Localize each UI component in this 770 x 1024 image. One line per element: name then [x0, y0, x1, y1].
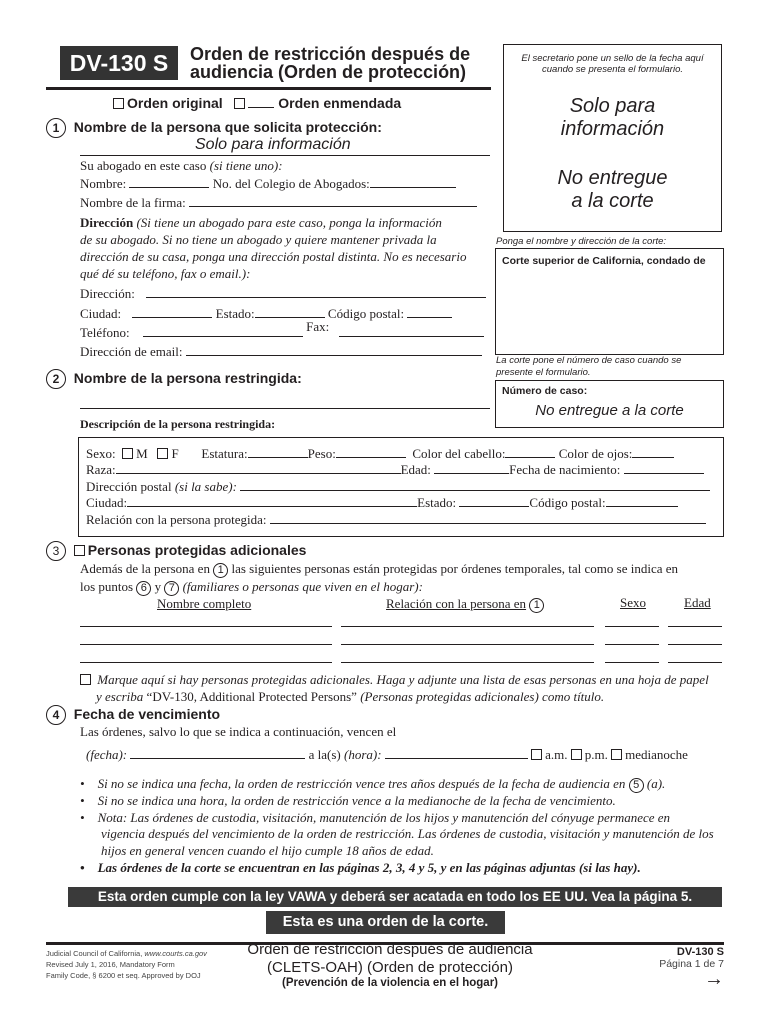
person-1-age[interactable]	[668, 626, 722, 627]
s4-b3-1: Nota: Las órdenes de custodia, visitación, manutención de los hijos y manutención del cónyuge permanece en	[97, 809, 671, 825]
s4-time: (hora):	[344, 747, 382, 762]
s2-relation: Relación con la persona protegida:	[86, 512, 267, 527]
s2-postal-hint: (si la sabe):	[174, 479, 237, 494]
city2-row	[86, 495, 678, 511]
s3-more-2a: y escriba	[96, 689, 144, 704]
weight-field[interactable]	[336, 446, 406, 458]
am-checkbox[interactable]	[531, 749, 542, 760]
postal-field[interactable]	[240, 479, 710, 491]
restrained-zip-field[interactable]	[606, 495, 678, 507]
form-id-badge: DV-130 S	[60, 46, 178, 80]
race-row	[86, 462, 704, 478]
court-order-banner: Esta es una orden de la corte.	[266, 911, 505, 934]
col-age-header: Edad	[684, 595, 711, 610]
s2-weight: Peso:	[307, 446, 336, 461]
pm-checkbox[interactable]	[571, 749, 582, 760]
s1-name: Nombre:	[80, 176, 127, 191]
s1-addr-note-2: de su abogado. Si no tiene un abogado y quiere mantener privada la	[80, 232, 437, 247]
footer-l3: Family Code, § 6200 et seq. Approved by DOJ	[46, 971, 201, 980]
s4-pm: p.m.	[584, 747, 608, 762]
s2-title: Nombre de la persona restringida:	[73, 370, 302, 386]
header-rule	[46, 87, 491, 90]
form-title-line2: audiencia (Orden de protección)	[190, 62, 467, 82]
sex-row	[86, 446, 674, 462]
clerk-stamp-box	[503, 44, 722, 232]
person-3-age[interactable]	[668, 662, 722, 663]
description-label: Descripción de la persona restringida:	[80, 417, 276, 431]
fax-field[interactable]	[339, 325, 484, 337]
phone-field[interactable]	[143, 325, 303, 337]
footer-t1: Orden de restricción después de audiencia	[247, 941, 533, 958]
s3-ref7: 7	[164, 581, 179, 596]
case-note-1: La corte pone el número de caso cuando se	[496, 355, 682, 366]
vawa-banner: Esta orden cumple con la ley VAWA y deberá ser acatada en todo los EE UU. Vea la página 5.	[68, 887, 722, 907]
case-note	[496, 355, 681, 379]
amended-number-field[interactable]	[248, 96, 274, 108]
race-field[interactable]	[116, 462, 401, 474]
email-row	[80, 344, 482, 360]
footer-left	[46, 948, 207, 981]
court-label: Ponga el nombre y dirección de la corte:	[496, 236, 667, 247]
s3-more-1: Marque aquí si hay personas protegidas adicionales. Haga y adjunte una lista de esas personas en una hoja de papel	[97, 672, 709, 687]
bar-number-field[interactable]	[370, 176, 456, 188]
s4-ref5: 5	[629, 778, 644, 793]
footer-t2: (CLETS-OAH) (Orden de protección)	[267, 959, 513, 976]
postal-row	[86, 479, 710, 495]
form-title-line1: Orden de restricción después de	[190, 44, 471, 64]
petitioner-name-line	[80, 155, 490, 156]
restrained-city-field[interactable]	[127, 495, 417, 507]
s3-col-rel: Relación con la persona en	[386, 596, 527, 611]
s3-ref6: 6	[136, 581, 151, 596]
court-name-field[interactable]	[495, 248, 724, 355]
col-relation-header	[386, 596, 544, 613]
hair-field[interactable]	[505, 446, 555, 458]
case-number-label: Número de caso:	[502, 385, 588, 397]
s4-am: a.m.	[545, 747, 568, 762]
person-2-sex[interactable]	[605, 644, 659, 645]
s1-zip: Código postal:	[327, 306, 405, 321]
s1-firm: Nombre de la firma:	[80, 195, 186, 210]
s4-b1a: Si no se indica una fecha, la orden de restricción vence tres años después de la fecha de audiencia en	[97, 776, 626, 791]
section-1-number: 1	[46, 118, 66, 138]
dob-field[interactable]	[624, 462, 704, 474]
col-name-header: Nombre completo	[157, 596, 252, 611]
expiry-text: Las órdenes, salvo lo que se indica a continuación, vencen el	[80, 724, 397, 739]
s4-b2: Si no se indica una hora, la orden de restricción vence a la medianoche de la fecha de vencimiento.	[97, 793, 616, 808]
s1-email: Dirección de email:	[80, 344, 183, 359]
section-4-number: 4	[46, 705, 66, 725]
clerk-note-2: cuando se presenta el formulario.	[542, 64, 683, 75]
s3-more-2c: (Personas protegidas adicionales) como título.	[360, 689, 605, 704]
expiry-time-field[interactable]	[385, 747, 528, 759]
s3-text-1b: las siguientes personas están protegidas por órdenes temporales, tal como se indica en	[231, 561, 679, 576]
s4-date: (fecha):	[86, 747, 128, 762]
expiry-bullets: • Si no se indica una fecha, la orden de restricción vence tres años después de la fecha de audiencia en 5 (a). • Si no se indica una hora, la orden de restricción vence a la medianoche de la fecha de vencimiento. • Nota: Las órdenes de custodia, visitación, manutención de los hijos y manutención del cónyuge permanece en vigencia después del vencimiento de la orden de restricción. Las órdenes de custodia, visitación y manutención de los hijos en general vencen cuando el hijo cumple 18 años de edad. • Las órdenes de la corte se encuentran en las páginas 2, 3, 4 y 5, y en las páginas adjuntas (si las hay).	[80, 776, 714, 875]
additional-persons-checkbox[interactable]	[74, 545, 85, 556]
s3-text-1a: Además de la persona en	[80, 561, 210, 576]
footer-right	[659, 946, 724, 988]
footer-l2: Revised July 1, 2016, Mandatory Form	[46, 960, 175, 969]
s3-text-2a: los puntos	[80, 579, 134, 594]
firm-name-field[interactable]	[189, 195, 477, 207]
male-checkbox[interactable]	[122, 448, 133, 459]
relation-field[interactable]	[270, 512, 706, 524]
s2-sex: Sexo:	[86, 446, 116, 461]
lawyer-label	[80, 158, 283, 174]
amended-checkbox[interactable]	[234, 98, 245, 109]
s1-addr-note-1: (Si tiene un abogado para este caso, ponga la información	[136, 215, 442, 230]
s1-bar: No. del Colegio de Abogados:	[212, 176, 370, 191]
stamp-text-4: a la corte	[571, 190, 654, 212]
s1-phone: Teléfono:	[80, 325, 130, 340]
s2-f: F	[171, 446, 179, 461]
s4-b3-3: hijos en general vencen cuando el hijo cumple 18 años de edad.	[101, 843, 434, 859]
person-3-relation[interactable]	[341, 662, 594, 663]
person-1-name[interactable]	[80, 626, 332, 627]
expiry-date-field[interactable]	[130, 747, 305, 759]
eyes-field[interactable]	[632, 446, 674, 458]
section-2-title	[46, 369, 302, 389]
order-type	[113, 95, 401, 111]
section-3-text	[80, 560, 678, 596]
section-1-label: Nombre de la persona que solicita protección:	[73, 119, 382, 135]
footer-form: DV-130 S	[676, 946, 724, 958]
person-2-age[interactable]	[668, 644, 722, 645]
person-2-name[interactable]	[80, 644, 332, 645]
s4-midnight: medianoche	[625, 747, 688, 762]
s2-age: Edad:	[400, 462, 431, 477]
next-page-arrow-icon[interactable]: →	[704, 968, 724, 990]
address-field[interactable]	[146, 286, 486, 298]
s2-hair: Color del cabello:	[412, 446, 506, 461]
stamp-text-1: Solo para	[569, 95, 656, 117]
section-2-number: 2	[46, 369, 66, 389]
section-1-title	[46, 118, 382, 138]
original-checkbox[interactable]	[113, 98, 124, 109]
s1-city: Ciudad:	[80, 306, 122, 321]
s3-more-2b: “DV-130, Additional Protected Persons”	[146, 689, 357, 704]
amended-label: Orden enmendada	[278, 95, 402, 111]
form-title	[190, 45, 470, 81]
midnight-checkbox[interactable]	[611, 749, 622, 760]
footer-title	[230, 941, 550, 990]
s2-race: Raza:	[86, 462, 116, 477]
s1-fax: Fax:	[306, 319, 330, 334]
zip-field[interactable]	[407, 306, 452, 318]
s4-b1b: (a).	[646, 776, 666, 791]
section-4-title	[46, 705, 220, 725]
female-checkbox[interactable]	[157, 448, 168, 459]
s4-at: a la(s)	[308, 747, 341, 762]
age-field[interactable]	[434, 462, 509, 474]
s2-height: Estatura:	[201, 446, 248, 461]
col-sex-header: Sexo	[620, 595, 646, 610]
restrained-name-field[interactable]	[80, 408, 490, 409]
s2-dob: Fecha de nacimiento:	[509, 462, 621, 477]
address-row	[80, 286, 486, 302]
s3-title: Personas protegidas adicionales	[87, 542, 307, 558]
s4-title: Fecha de vencimiento	[73, 706, 221, 722]
s1-lawyer-hint: (si tiene uno):	[209, 158, 283, 173]
person-3-sex[interactable]	[605, 662, 659, 663]
person-3-name[interactable]	[80, 662, 332, 663]
footer-l1b: www.courts.ca.gov	[144, 949, 207, 958]
footer-l1a: Judicial Council of California,	[46, 949, 143, 958]
lawyer-name-field[interactable]	[129, 176, 209, 188]
s1-addr-bold: Dirección	[80, 215, 134, 230]
s2-state: Estado:	[417, 495, 457, 510]
footer-t3: (Prevención de la violencia en el hogar)	[281, 977, 498, 989]
phone-row	[80, 319, 484, 341]
s3-ref1: 1	[529, 598, 544, 613]
stamp-text-2: información	[560, 118, 665, 140]
person-2-relation[interactable]	[341, 644, 594, 645]
person-1-sex[interactable]	[605, 626, 659, 627]
s3-y: y	[154, 579, 162, 594]
s2-m: M	[136, 446, 148, 461]
clerk-note-1: El secretario pone un sello de la fecha aquí	[521, 53, 704, 64]
section-3-number: 3	[46, 541, 66, 561]
original-label: Orden original	[127, 95, 223, 111]
lawyer-name-row	[80, 176, 456, 192]
address-note	[80, 214, 466, 282]
restrained-state-field[interactable]	[459, 495, 529, 507]
s3-text-2b: (familiares o personas que viven en el hogar):	[182, 579, 423, 594]
s2-city: Ciudad:	[86, 495, 128, 510]
case-number-field[interactable]	[495, 380, 724, 428]
expiry-row	[86, 747, 688, 763]
s2-postal: Dirección postal	[86, 479, 172, 494]
city-row	[80, 306, 452, 322]
s1-state: Estado:	[215, 306, 255, 321]
firm-row	[80, 195, 477, 211]
relation-row	[86, 512, 706, 528]
case-note-2: presente el formulario.	[496, 367, 591, 378]
footer-page: Página 1 de 7	[659, 958, 724, 970]
person-1-relation[interactable]	[341, 626, 594, 627]
s4-b3-2: vigencia después del vencimiento de la orden de restricción. Las órdenes de custodia, visitación y manutención de los	[101, 826, 714, 842]
s1-addr-note-3: dirección de su casa, ponga una dirección postal distinta. No es necesario	[80, 249, 467, 264]
court-name-value: Corte superior de California, condado de	[502, 255, 706, 267]
s2-eyes: Color de ojos:	[558, 446, 633, 461]
more-persons-checkbox[interactable]	[80, 674, 91, 685]
s3-ref1: 1	[213, 563, 228, 578]
petitioner-name-value[interactable]: Solo para información	[195, 136, 351, 153]
email-field[interactable]	[186, 344, 482, 356]
height-field[interactable]	[248, 446, 308, 458]
s1-address: Dirección:	[80, 286, 135, 301]
case-number-value: No entregue a la corte	[535, 402, 684, 419]
state-field[interactable]	[255, 306, 325, 318]
city-field[interactable]	[132, 306, 212, 318]
s1-addr-note-4: qué dé su teléfono, fax o email.):	[80, 266, 251, 281]
section-3-title	[46, 541, 306, 561]
s2-zip: Código postal:	[529, 495, 606, 510]
s4-b4: Las órdenes de la corte se encuentran en las páginas 2, 3, 4 y 5, y en las páginas adjuntas (si las hay).	[97, 859, 641, 875]
stamp-text-3: No entregue	[557, 167, 668, 189]
s1-lawyer: Su abogado en este caso	[80, 158, 207, 173]
more-persons-note	[80, 671, 709, 705]
